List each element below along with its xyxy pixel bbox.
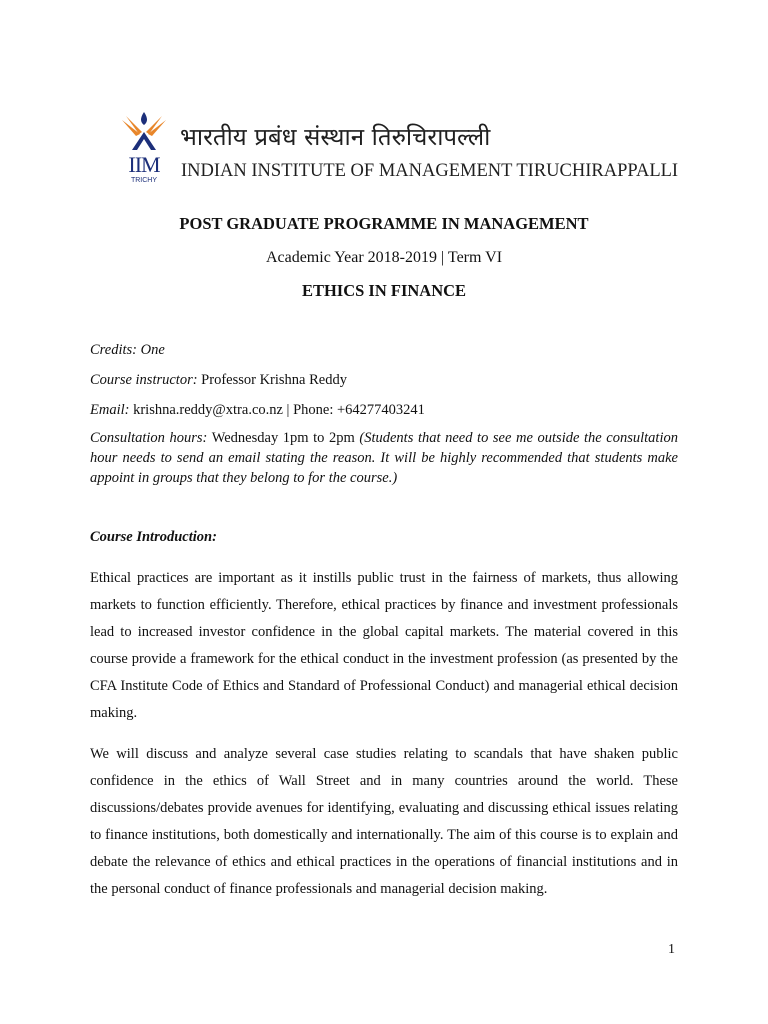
page-number: 1 bbox=[668, 942, 675, 957]
programme-title: POST GRADUATE PROGRAMME IN MANAGEMENT bbox=[179, 214, 589, 233]
course-intro-heading bbox=[90, 527, 680, 547]
lamp-emblem-icon bbox=[118, 108, 170, 156]
institute-name-hindi: भारतीय प्रबंध संस्थान तिरुचिरापल्ली bbox=[180, 123, 491, 151]
logo-text: IIM bbox=[128, 152, 160, 177]
instructor-label: Course instructor: bbox=[90, 372, 198, 388]
intro-paragraph-2: We will discuss and analyze several case studies relating to scandals that have shaken public confidence in the ethics of Wall Street and in many countries around the world. These discussions/debates provide avenues for identifying, evaluating and discussing ethical issues relating to finance institutions, both domestically and internationally. The aim of this course is to explain and debate the relevance of ethics and ethical practices in the operations of financial institutions and in the personal conduct of finance professionals and managerial decision making. bbox=[90, 746, 678, 897]
consultation-value: Wednesday 1pm to 2pm bbox=[207, 430, 360, 446]
consultation-paragraph bbox=[90, 428, 678, 488]
email-line bbox=[90, 400, 680, 420]
instructor-line bbox=[90, 370, 680, 390]
academic-year: Academic Year 2018-2019 | Term VI bbox=[265, 249, 503, 266]
credits-text: Credits: One bbox=[90, 342, 165, 358]
course-intro-heading-text: Course Introduction: bbox=[90, 529, 217, 545]
instructor-value: Professor Krishna Reddy bbox=[197, 372, 347, 388]
logo-subtext: TRICHY bbox=[130, 177, 158, 184]
email-label: Email: bbox=[90, 402, 130, 418]
consultation-note: (Students that need to see me outside the consultation hour needs to send an email stating the reason. It will be highly recommended that students make appoint in groups that they belong to for the course.) bbox=[90, 430, 678, 486]
institute-name: INDIAN INSTITUTE OF MANAGEMENT TIRUCHIRAPPALLI bbox=[181, 161, 679, 181]
consultation-label: Consultation hours: bbox=[90, 430, 208, 446]
course-title: ETHICS IN FINANCE bbox=[301, 281, 467, 300]
intro-paragraph-1: Ethical practices are important as it instills public trust in the fairness of markets, thus allowing markets to function efficiently. Therefore, ethical practices by finance and investment professionals lead to increased investor confidence in the global capital markets. The material covered in this course provide a framework for the ethical conduct in the investment profession (as presented by the CFA Institute Code of Ethics and Standard of Professional Conduct) and managerial ethical decision making. bbox=[90, 570, 678, 721]
institute-header bbox=[118, 108, 718, 188]
credits-line bbox=[90, 340, 680, 360]
iim-logo bbox=[118, 108, 170, 188]
email-value: krishna.reddy@xtra.co.nz | Phone: +64277403241 bbox=[129, 402, 425, 418]
